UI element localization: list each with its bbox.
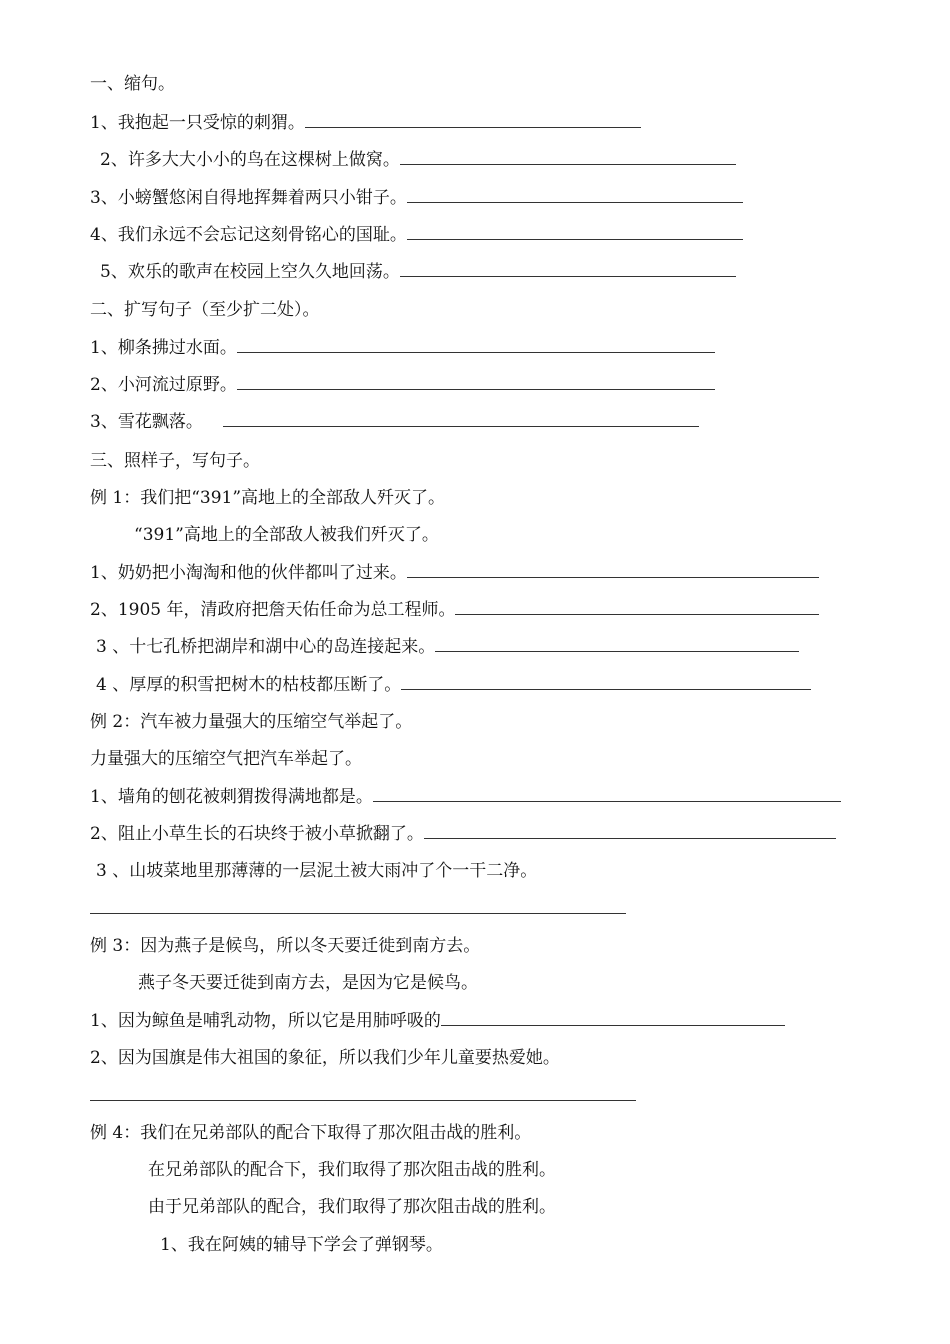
answer-blank[interactable] [401,674,811,690]
answer-blank[interactable] [407,562,819,578]
example-4-answer-1: 在兄弟部队的配合下，我们取得了那次阻击战的胜利。 [148,1160,556,1180]
section-title-condense: 一、缩句。 [90,74,175,94]
example-4-answer-2: 由于兄弟部队的配合，我们取得了那次阻击战的胜利。 [148,1197,556,1217]
ex2-item-3: 3 、山坡菜地里那薄薄的一层泥土被大雨冲了个一干二净。 [96,861,538,881]
answer-blank[interactable] [305,112,641,128]
ex4-item-1: 1、我在阿姨的辅导下学会了弹钢琴。 [160,1235,443,1255]
expand-item-2: 2、小河流过原野。 [90,374,715,396]
ex2-item-2: 2、阻止小草生长的石块终于被小草掀翻了。 [90,823,836,845]
answer-blank[interactable] [373,786,841,802]
example-3-label: 例 3：因为燕子是候鸟，所以冬天要迁徙到南方去。 [90,936,481,956]
example-1-answer: “391”高地上的全部敌人被我们歼灭了。 [134,525,439,545]
answer-blank[interactable] [407,187,743,203]
answer-blank[interactable] [435,636,799,652]
answer-blank[interactable] [223,411,699,427]
expand-item-3: 3、雪花飘落。 [90,411,699,433]
example-4-label: 例 4：我们在兄弟部队的配合下取得了那次阻击战的胜利。 [90,1123,532,1143]
ex1-item-1: 1、奶奶把小淘淘和他的伙伴都叫了过来。 [90,562,819,584]
ex3-item-2: 2、因为国旗是伟大祖国的象征，所以我们少年儿童要热爱她。 [90,1048,560,1068]
answer-blank[interactable] [424,823,836,839]
answer-line[interactable] [90,1100,636,1101]
condense-item-2: 2、许多大大小小的鸟在这棵树上做窝。 [100,149,736,171]
section-title-imitate: 三、照样子，写句子。 [90,451,260,471]
answer-blank[interactable] [400,149,736,165]
answer-blank[interactable] [455,599,819,615]
answer-blank[interactable] [400,261,736,277]
expand-item-1: 1、柳条拂过水面。 [90,337,715,359]
answer-blank[interactable] [237,374,715,390]
example-1-label: 例 1：我们把“391”高地上的全部敌人歼灭了。 [90,488,446,508]
answer-line[interactable] [90,913,626,914]
example-3-answer: 燕子冬天要迁徙到南方去，是因为它是候鸟。 [138,973,478,993]
example-2-answer: 力量强大的压缩空气把汽车举起了。 [90,749,362,769]
ex1-item-2: 2、1905 年，清政府把詹天佑任命为总工程师。 [90,599,819,621]
answer-blank[interactable] [441,1010,785,1026]
section-title-expand: 二、扩写句子（至少扩二处）。 [90,300,320,320]
answer-blank[interactable] [237,337,715,353]
ex2-item-1: 1、墙角的刨花被刺猬拨得满地都是。 [90,786,841,808]
condense-item-3: 3、小螃蟹悠闲自得地挥舞着两只小钳子。 [90,187,743,209]
answer-blank[interactable] [407,224,743,240]
example-2-label: 例 2：汽车被力量强大的压缩空气举起了。 [90,712,413,732]
ex1-item-4: 4 、厚厚的积雪把树木的枯枝都压断了。 [96,674,811,696]
condense-item-1: 1、我抱起一只受惊的刺猬。 [90,112,641,134]
condense-item-4: 4、我们永远不会忘记这刻骨铭心的国耻。 [90,224,743,246]
ex3-item-1: 1、因为鲸鱼是哺乳动物，所以它是用肺呼吸的 [90,1010,785,1032]
ex1-item-3: 3 、十七孔桥把湖岸和湖中心的岛连接起来。 [96,636,799,658]
condense-item-5: 5、欢乐的歌声在校园上空久久地回荡。 [100,261,736,283]
